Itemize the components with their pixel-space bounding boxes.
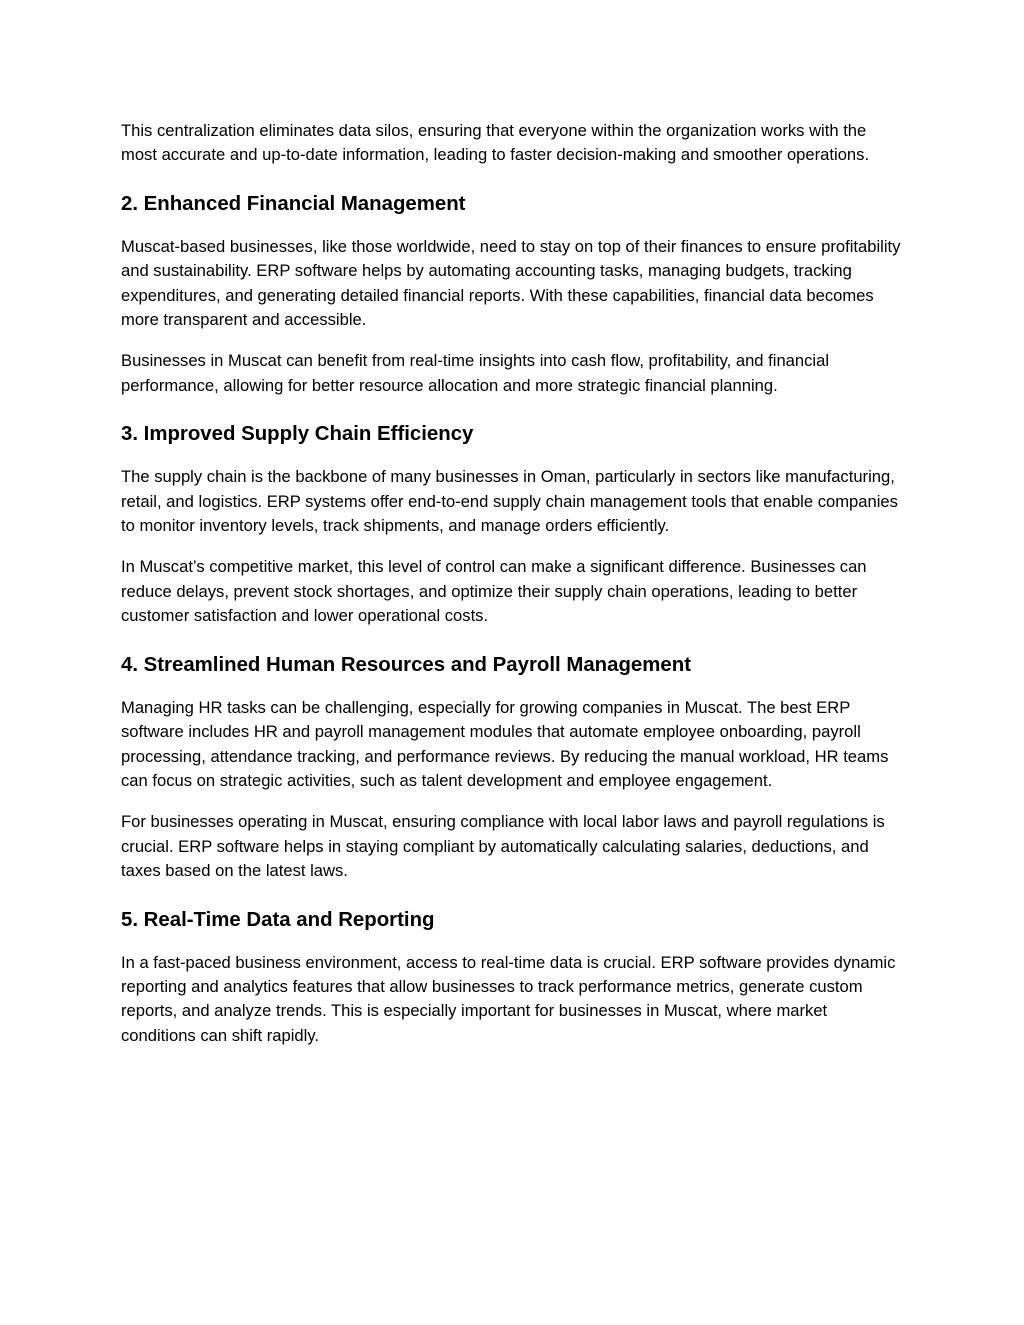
- section-heading-real-time-data: 5. Real-Time Data and Reporting: [121, 908, 435, 931]
- section-paragraph: Businesses in Muscat can benefit from real-time insights into cash flow, profitability, and financial performance, allowing for better resource allocation and more strategic financial planning.: [121, 351, 830, 395]
- section-heading-hr-payroll: 4. Streamlined Human Resources and Payroll Management: [121, 653, 691, 676]
- section-paragraph: In Muscat’s competitive market, this level of control can make a significant difference. Businesses can reduce delays, prevent stock shortages, and optimize their supply chain operations, leading to better customer satisfaction and lower operational costs.: [121, 557, 867, 626]
- section-paragraph: In a fast-paced business environment, access to real-time data is crucial. ERP software provides dynamic reporting and analytics features that allow businesses to track performance metrics, generate custom reports, and analyze trends. This is especially important for businesses in Muscat, where market conditions can shift rapidly.: [121, 952, 896, 1045]
- intro-paragraph: This centralization eliminates data silos, ensuring that everyone within the organization works with the most accurate and up-to-date information, leading to faster decision-making and smoother operations.: [121, 121, 870, 165]
- section-paragraph: For businesses operating in Muscat, ensuring compliance with local labor laws and payroll regulations is crucial. ERP software helps in staying compliant by automatically calculating salaries, deductions, and taxes based on the latest laws.: [121, 812, 885, 881]
- section-paragraph: Managing HR tasks can be challenging, especially for growing companies in Muscat. The best ERP software includes HR and payroll management modules that automate employee onboarding, payroll processing, attendance tracking, and performance reviews. By reducing the manual workload, HR teams can focus on strategic activities, such as talent development and employee engagement.: [121, 697, 889, 790]
- section-paragraph: The supply chain is the backbone of many businesses in Oman, particularly in sectors like manufacturing, retail, and logistics. ERP systems offer end-to-end supply chain management tools that enable companies to monitor inventory levels, track shipments, and manage orders efficiently.: [121, 467, 898, 536]
- section-heading-financial-management: 2. Enhanced Financial Management: [121, 192, 466, 215]
- section-paragraph: Muscat-based businesses, like those worldwide, need to stay on top of their finances to ensure profitability and sustainability. ERP software helps by automating accounting tasks, managing budgets, tracking expenditures, and generating detailed financial reports. With these capabilities, financial data becomes more transparent and accessible.: [121, 236, 901, 330]
- section-heading-supply-chain: 3. Improved Supply Chain Efficiency: [121, 423, 474, 446]
